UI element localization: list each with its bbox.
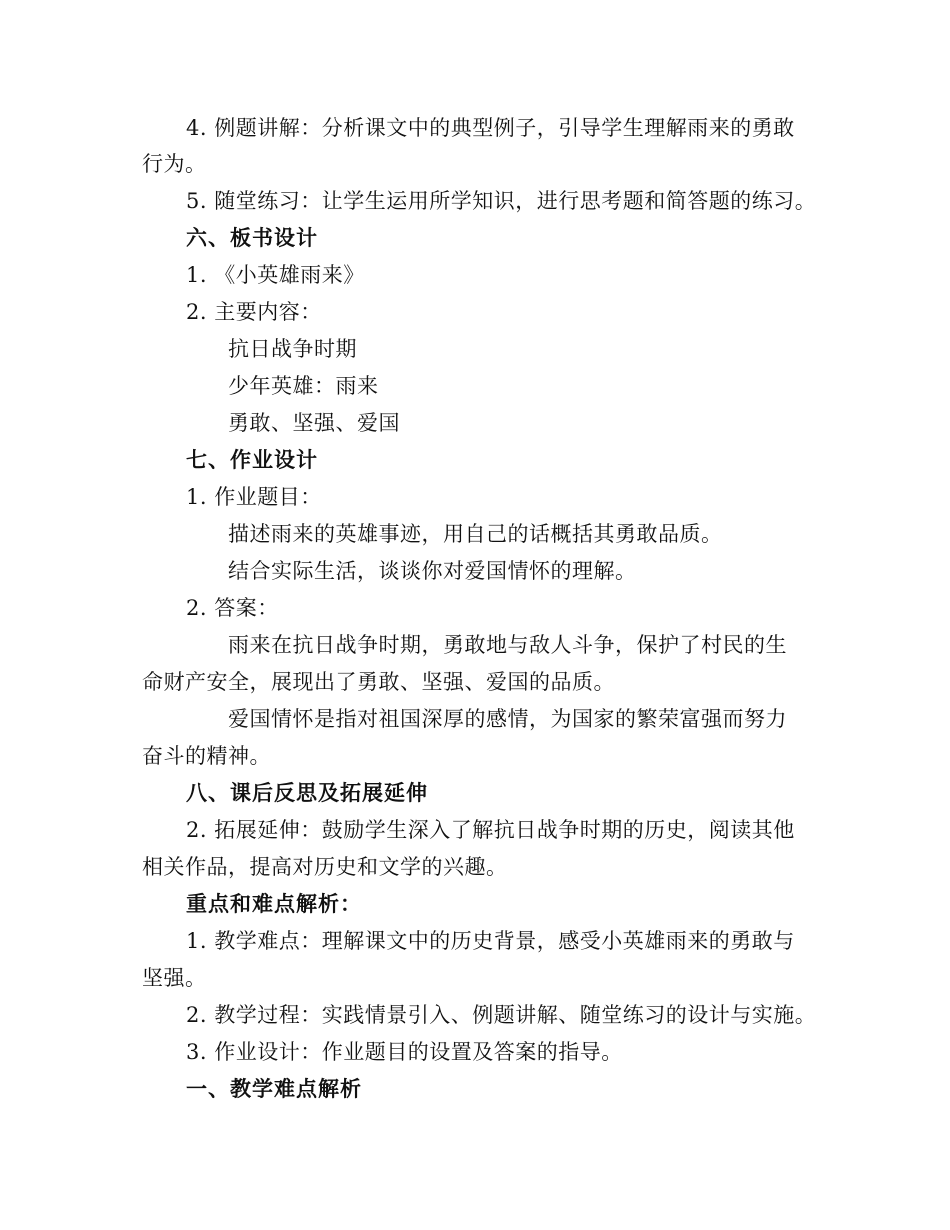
list-item: 2. 教学过程：实践情景引入、例题讲解、随堂练习的设计与实施。 (186, 1003, 817, 1027)
paragraph-line: 抗日战争时期 (228, 337, 357, 361)
section-heading: 一、教学难点解析 (186, 1077, 362, 1101)
paragraph-line: 命财产安全，展现出了勇敢、坚强、爱国的品质。 (142, 670, 615, 694)
section-heading: 八、课后反思及拓展延伸 (186, 781, 428, 805)
paragraph-line: 坚强。 (142, 966, 207, 990)
list-item: 3. 作业设计：作业题目的设置及答案的指导。 (186, 1040, 623, 1064)
list-item: 2. 答案： (186, 596, 279, 620)
section-heading: 六、板书设计 (186, 226, 318, 250)
list-item: 1. 作业题目： (186, 485, 322, 509)
list-item: 1. 《小英雄雨来》 (186, 263, 365, 287)
paragraph-line: 结合实际生活，谈谈你对爱国情怀的理解。 (228, 559, 637, 583)
list-item: 1. 教学难点：理解课文中的历史背景，感受小英雄雨来的勇敢与 (186, 929, 795, 953)
paragraph-line: 奋斗的精神。 (142, 744, 271, 768)
paragraph-line: 5. 随堂练习：让学生运用所学知识，进行思考题和简答题的练习。 (186, 189, 817, 213)
section-heading: 重点和难点解析： (186, 892, 362, 916)
list-item: 2. 主要内容： (186, 300, 322, 324)
paragraph-line: 勇敢、坚强、爱国 (228, 411, 400, 435)
paragraph-line: 少年英雄：雨来 (228, 374, 379, 398)
paragraph-line: 雨来在抗日战争时期，勇敢地与敌人斗争，保护了村民的生 (228, 633, 787, 657)
paragraph-line: 2. 拓展延伸：鼓励学生深入了解抗日战争时期的历史，阅读其他 (186, 818, 795, 842)
paragraph-line: 4. 例题讲解：分析课文中的典型例子，引导学生理解雨来的勇敢 (186, 116, 795, 140)
paragraph-line: 描述雨来的英雄事迹，用自己的话概括其勇敢品质。 (228, 522, 723, 546)
paragraph-line: 行为。 (142, 152, 207, 176)
section-heading: 七、作业设计 (186, 448, 318, 472)
paragraph-line: 相关作品，提高对历史和文学的兴趣。 (142, 855, 508, 879)
paragraph-line: 爱国情怀是指对祖国深厚的感情，为国家的繁荣富强而努力 (228, 707, 787, 731)
